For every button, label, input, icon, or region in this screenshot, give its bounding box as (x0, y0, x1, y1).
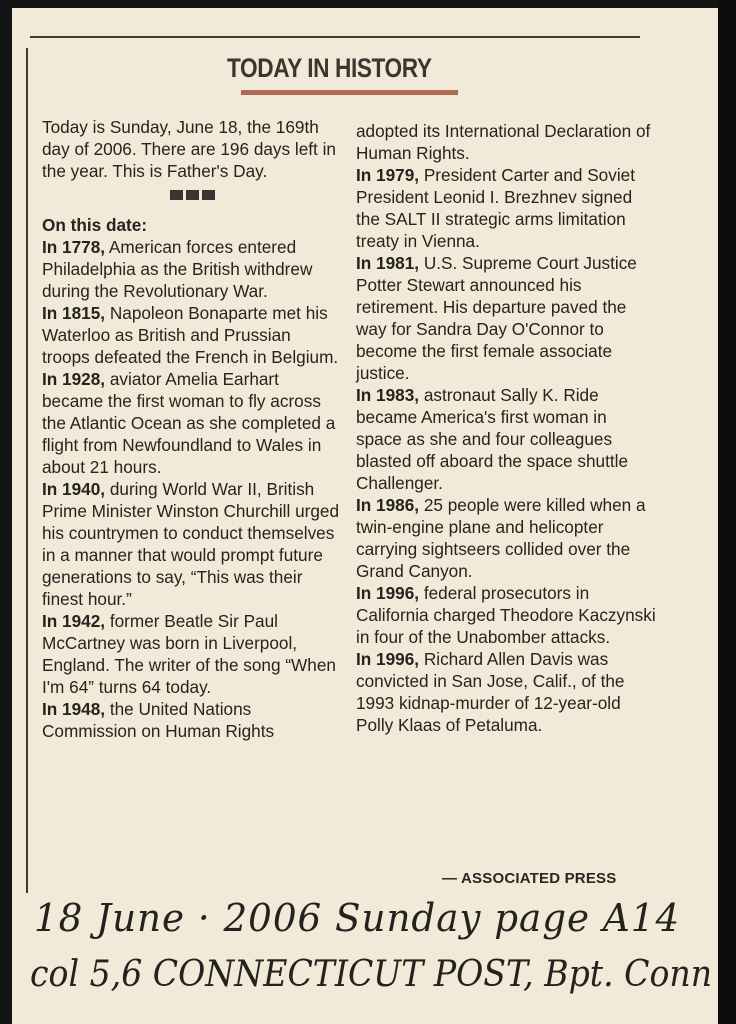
entry-text: federal prosecutors in California charged Theodore Kaczynski in four of the Unabomber attacks. (356, 583, 656, 647)
entry-year: In 1815, (42, 303, 106, 323)
entry-text: Richard Allen Davis was convicted in San Jose, Calif., of the 1993 kidnap-murder of 12-year-old Polly Klaas of Petaluma. (356, 649, 625, 735)
history-entry (42, 236, 342, 302)
history-entry (356, 494, 656, 582)
entry-text: during World War II, British Prime Minister Winston Churchill urged his countrymen to conduct themselves in a manner that would prompt future generations to say, “This was their finest hour.” (42, 479, 340, 609)
entry-year: In 1979, (356, 165, 420, 185)
entry-text: astronaut Sally K. Ride became America's first woman in space as she and four colleagues blasted off aboard the space shuttle Challenger. (356, 385, 629, 493)
history-entry (42, 610, 342, 698)
entry-year: In 1986, (356, 495, 420, 515)
history-entry (356, 384, 656, 494)
column-title: TODAY IN HISTORY (227, 53, 432, 83)
entry-text: Napoleon Bonaparte met his Waterloo as British and Prussian troops defeated the French in Belgium. (42, 303, 339, 367)
entry-text: U.S. Supreme Court Justice Potter Stewart announced his retirement. His departure paved the way for Sandra Day O'Connor to become the first female associate justice. (356, 253, 637, 383)
history-entry (356, 582, 656, 648)
top-rule (30, 36, 640, 38)
entry-year: In 1981, (356, 253, 420, 273)
dingbat-square (202, 190, 215, 200)
entry-year: In 1996, (356, 649, 420, 669)
newspaper-clipping (12, 8, 718, 1024)
left-column-rule (26, 48, 28, 893)
left-column (42, 116, 342, 742)
entry-text: aviator Amelia Earhart became the first woman to fly across the Atlantic Ocean as she completed a flight from Newfoundland to Wales in about 21 hours. (42, 369, 336, 477)
right-column (356, 120, 656, 736)
entry-year: In 1940, (42, 479, 106, 499)
history-entry (42, 698, 342, 742)
entry-text: the United Nations Commission on Human Rights (42, 699, 275, 741)
dingbat-square (186, 190, 199, 200)
dingbat-square (170, 190, 183, 200)
on-this-date-heading: On this date: (42, 215, 148, 235)
section-dingbats (42, 190, 342, 200)
history-entry (356, 252, 656, 384)
entry-year: In 1996, (356, 583, 420, 603)
history-entry (356, 164, 656, 252)
history-entry (42, 302, 342, 368)
entry-text: American forces entered Philadelphia as the British withdrew during the Revolutionary War. (42, 237, 313, 301)
entry-text: former Beatle Sir Paul McCartney was born in Liverpool, England. The writer of the song “When I'm 64” turns 64 today. (42, 611, 336, 697)
history-entry (42, 368, 342, 478)
intro-paragraph: Today is Sunday, June 18, the 169th day of 2006. There are 196 days left in the year. This is Father's Day. (42, 117, 336, 181)
byline: — ASSOCIATED PRESS (442, 870, 617, 887)
entry-year: In 1948, (42, 699, 106, 719)
history-entry (356, 648, 656, 736)
background-edge (718, 0, 736, 1024)
entry-text: President Carter and Soviet President Leonid I. Brezhnev signed the SALT II strategic arms limitation treaty in Vienna. (356, 165, 635, 251)
entry-continuation: adopted its International Declaration of Human Rights. (356, 121, 651, 163)
entry-year: In 1928, (42, 369, 106, 389)
entry-year: In 1983, (356, 385, 420, 405)
handwritten-note-line-1: 18 June · 2006 Sunday page A14 (34, 896, 681, 940)
history-entry (42, 478, 342, 610)
title-underline (241, 90, 458, 95)
entry-year: In 1778, (42, 237, 106, 257)
entry-text: 25 people were killed when a twin-engine plane and helicopter carrying sightseers collided over the Grand Canyon. (356, 495, 646, 581)
entry-year: In 1942, (42, 611, 106, 631)
handwritten-note-line-2: col 5,6 CONNECTICUT POST, Bpt. Conn (30, 954, 713, 995)
